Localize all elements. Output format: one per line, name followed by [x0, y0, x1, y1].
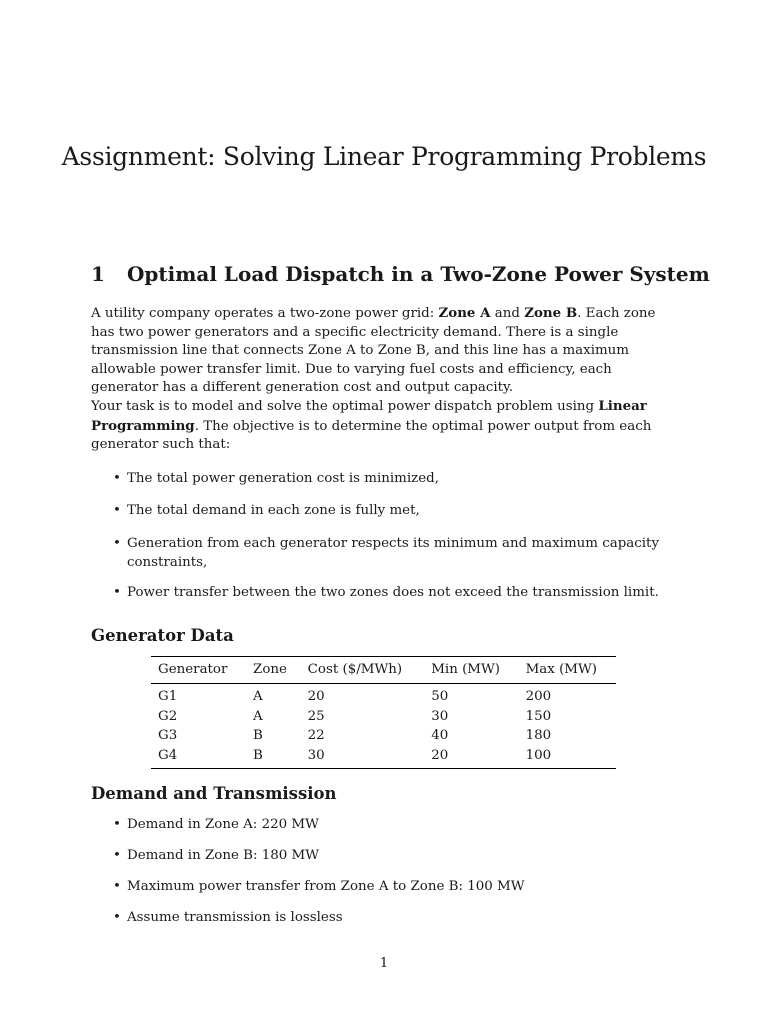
column-header: Max (MW) — [519, 657, 616, 684]
column-header: Cost ($/MWh) — [301, 657, 425, 684]
list-item-text: Assume transmission is lossless — [127, 910, 343, 925]
list-item-text: Maximum power transfer from Zone A to Zone B: 100 MW — [127, 879, 525, 894]
table-cell: 25 — [307, 708, 325, 724]
list-item-text: Demand in Zone B: 180 MW — [127, 848, 320, 863]
generator-table — [151, 656, 616, 769]
bullet-icon: • — [113, 817, 121, 832]
table-header-row — [151, 657, 616, 684]
demand-list — [91, 878, 679, 897]
demand-list — [91, 847, 679, 866]
table-cell: A — [253, 708, 263, 724]
list-item-text: The total power generation cost is minimized, — [127, 471, 439, 486]
bullet-icon: • — [113, 879, 121, 894]
table-cell: 40 — [431, 728, 449, 743]
list-item — [91, 502, 679, 521]
objective-list — [91, 470, 679, 489]
table-cell: 30 — [431, 708, 449, 724]
list-item-text: Power transfer between the two zones does not exceed the transmission limit. — [127, 585, 659, 600]
table-cell: 20 — [307, 689, 325, 704]
objective-list — [91, 535, 679, 572]
list-item — [91, 470, 679, 489]
intro-text-2: . Each zone has two power generators and a specific electricity demand. There is a single transmission line that connects Zone A to Zone B, and this line has a maximum allowable power transfer limit. Due to varying fuel costs and efficiency, each generator has a different generation cost and output capacity. — [91, 306, 656, 396]
demand-transmission-heading: Demand and Transmission — [91, 784, 337, 803]
bullet-icon: • — [113, 471, 121, 486]
intro-text-1: A utility company operates a two-zone power grid: — [91, 306, 439, 321]
intro-paragraph — [91, 304, 679, 398]
list-item — [91, 878, 679, 897]
zone-b-label: Zone B — [524, 305, 578, 321]
demand-list — [91, 816, 679, 835]
table-cell: A — [253, 689, 263, 704]
list-item — [91, 816, 679, 835]
document-title: Assignment: Solving Linear Programming Problems — [61, 142, 707, 171]
column-header: Min (MW) — [424, 657, 518, 684]
bullet-icon: • — [113, 585, 121, 600]
table-row — [151, 684, 616, 707]
table-cell: 22 — [307, 728, 325, 743]
objective-list — [91, 584, 679, 603]
table-cell: 150 — [525, 708, 552, 724]
table-cell: 200 — [525, 689, 552, 704]
generator-data-heading: Generator Data — [91, 626, 234, 645]
table-row — [151, 707, 616, 727]
list-item — [91, 847, 679, 866]
task-text-1: Your task is to model and solve the optimal power dispatch problem using — [91, 399, 599, 414]
demand-list — [91, 909, 679, 928]
task-text-2: . The objective is to determine the optimal power output from each generator such that: — [91, 418, 652, 453]
column-header: Zone — [246, 657, 301, 684]
bullet-icon: • — [113, 503, 121, 518]
table-cell: B — [253, 728, 263, 743]
table-row — [151, 746, 616, 769]
table-cell: 30 — [301, 746, 425, 769]
column-header: Generator — [151, 657, 246, 684]
table-cell: 50 — [431, 689, 449, 704]
list-item — [91, 909, 679, 928]
task-paragraph — [91, 397, 679, 455]
table-cell: 100 — [519, 746, 616, 769]
bullet-icon: • — [113, 536, 121, 551]
table-cell: G2 — [158, 708, 178, 724]
bullet-icon: • — [113, 848, 121, 863]
table-cell: G3 — [158, 728, 178, 743]
table-row — [151, 726, 616, 746]
list-item-text: Demand in Zone A: 220 MW — [127, 817, 319, 832]
page-number: 1 — [379, 956, 389, 971]
list-item-text: The total demand in each zone is fully met, — [127, 503, 420, 518]
list-item — [91, 535, 679, 572]
bullet-icon: • — [113, 910, 121, 925]
section-title: Optimal Load Dispatch in a Two-Zone Power System — [127, 262, 710, 286]
table-cell: 20 — [424, 746, 518, 769]
table-cell: B — [246, 746, 301, 769]
section-heading — [91, 262, 710, 286]
linear-programming-emph: Linear Programming — [91, 398, 647, 434]
list-item-text: Generation from each generator respects its minimum and maximum capacity constraints, — [127, 536, 660, 570]
objective-list — [91, 502, 679, 521]
intro-and: and — [490, 306, 525, 321]
section-number: 1 — [91, 262, 105, 286]
list-item — [91, 584, 679, 603]
table-cell: G1 — [158, 689, 178, 704]
table-cell: G4 — [151, 746, 246, 769]
zone-a-label: Zone A — [438, 305, 491, 321]
table-cell: 180 — [525, 728, 552, 743]
